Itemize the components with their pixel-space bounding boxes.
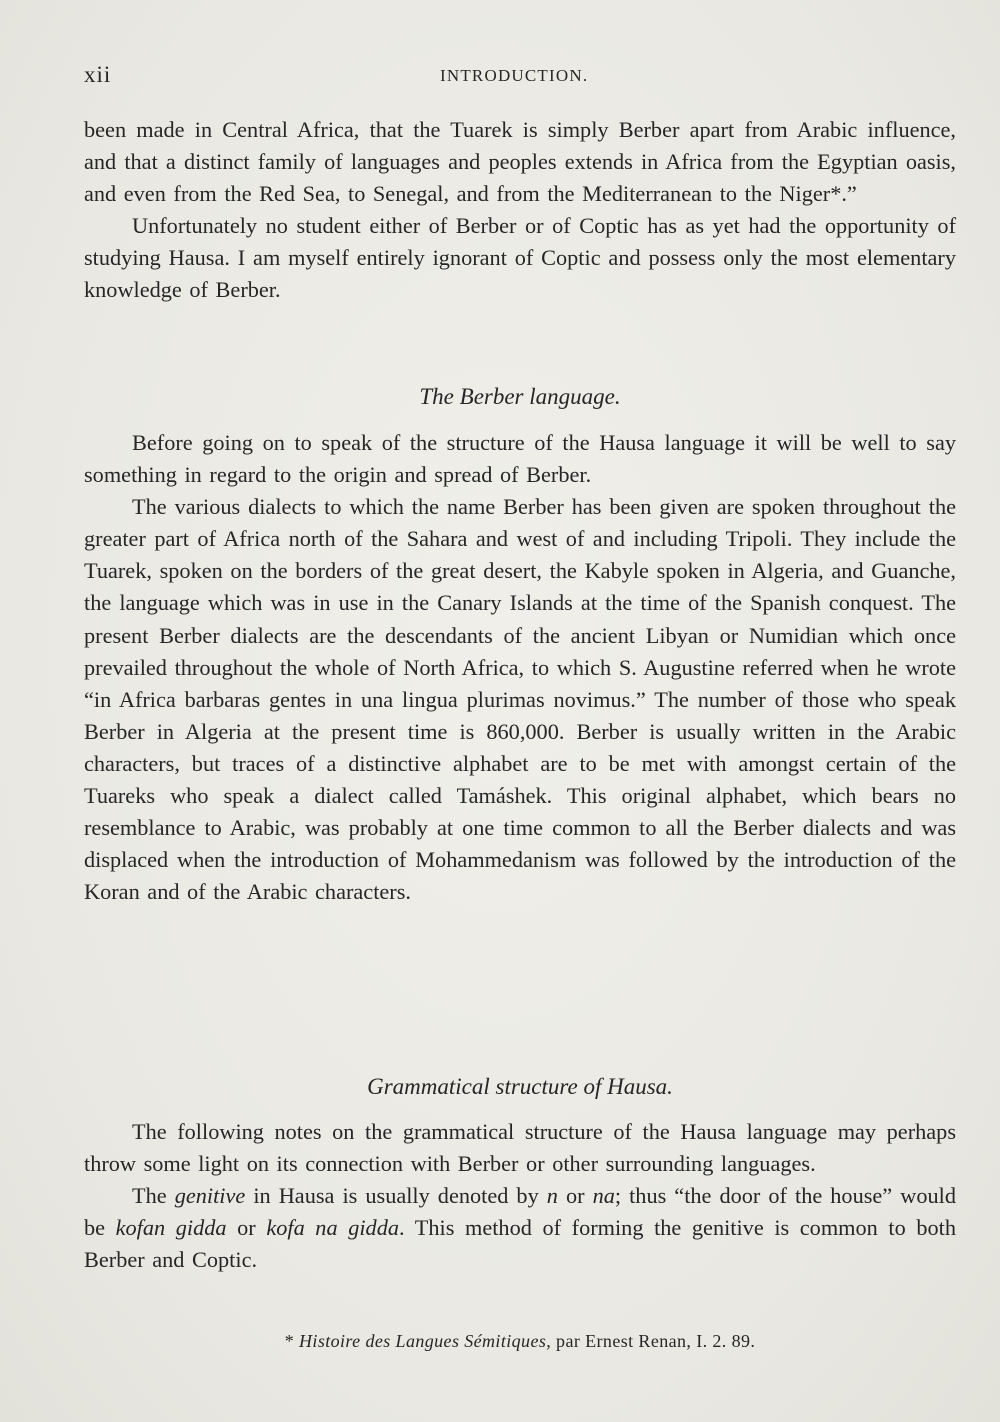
paragraph-continued: been made in Central Africa, that the Tuarek is simply Berber apart from Arabic influence, and that a distinct family of languages and peoples extends in Africa from the Egyptian oasis, and even from the Red Sea, to Senegal, and from the Mediterranean to the Niger*.” bbox=[84, 117, 956, 207]
footnote-citation: par Ernest Renan, I. 2. 89. bbox=[551, 1331, 756, 1351]
text-block-intro bbox=[84, 114, 956, 307]
paragraph-various-dialects: The various dialects to which the name Berber has been given are spoken throughout the greater part of Africa north of the Sahara and west of and including Tripoli. They include the Tuarek, spoken on the borders of the great desert, the Kabyle spoken in Algeria, and Guanche, the language which was in use in the Canary Islands at the time of the Spanish conquest. The present Berber dialects are the descendants of the ancient Libyan or Numidian which once prevailed throughout the whole of North Africa, to which S. Augustine referred when he wrote “in Africa barbaras gentes in una lingua plurimas novimus.” The number of those who speak Berber in Algeria at the present time is 860,000. Berber is usually written in the Arabic characters, but traces of a distinctive alphabet are to be met with amongst certain of the Tuareks who speak a dialect called Tamáshek. This original alphabet, which bears no resemblance to Arabic, was probably at one time common to all the Berber dialects and was displaced when the introduction of Mohammedanism was followed by the introduction of the Koran and of the Arabic characters. bbox=[84, 494, 956, 905]
paragraph-genitive: The genitive in Hausa is usually denoted by n or na; thus “the door of the house” would be kofan gidda or kofa na gidda. This method of forming the genitive is common to both Berber and Coptic. bbox=[84, 1183, 956, 1273]
paragraph-unfortunately: Unfortunately no student either of Berber or of Coptic has as yet had the opportunity of studying Hausa. I am myself entirely ignorant of Coptic and possess only the most elementary knowledge of Berber. bbox=[84, 213, 956, 303]
paragraph-following-notes: The following notes on the grammatical structure of the Hausa language may perhaps throw some light on its connection with Berber or other surrounding languages. bbox=[84, 1119, 956, 1177]
running-head: INTRODUCTION. bbox=[440, 66, 589, 85]
text-block-grammar bbox=[84, 1116, 956, 1276]
term-na: na bbox=[592, 1183, 615, 1209]
term-genitive: genitive bbox=[174, 1183, 246, 1209]
section-heading-berber-language: The Berber language. bbox=[419, 384, 621, 409]
term-n: n bbox=[546, 1183, 558, 1209]
term-kofan-gidda: kofan gidda bbox=[115, 1215, 227, 1241]
term-kofa-na-gidda: kofa na gidda bbox=[266, 1215, 399, 1241]
footnote-marker: * bbox=[284, 1331, 300, 1351]
footnote-title: Histoire des Langues Sémitiques, bbox=[299, 1331, 552, 1351]
section-heading-grammatical-structure: Grammatical structure of Hausa. bbox=[367, 1074, 673, 1099]
footnote bbox=[84, 1331, 956, 1352]
paragraph-before-going-on: Before going on to speak of the structure of the Hausa language it will be well to say something in regard to the origin and spread of Berber. bbox=[84, 430, 956, 488]
text-block-berber bbox=[84, 427, 956, 908]
page-number: xii bbox=[84, 62, 112, 87]
page-header bbox=[84, 62, 956, 92]
